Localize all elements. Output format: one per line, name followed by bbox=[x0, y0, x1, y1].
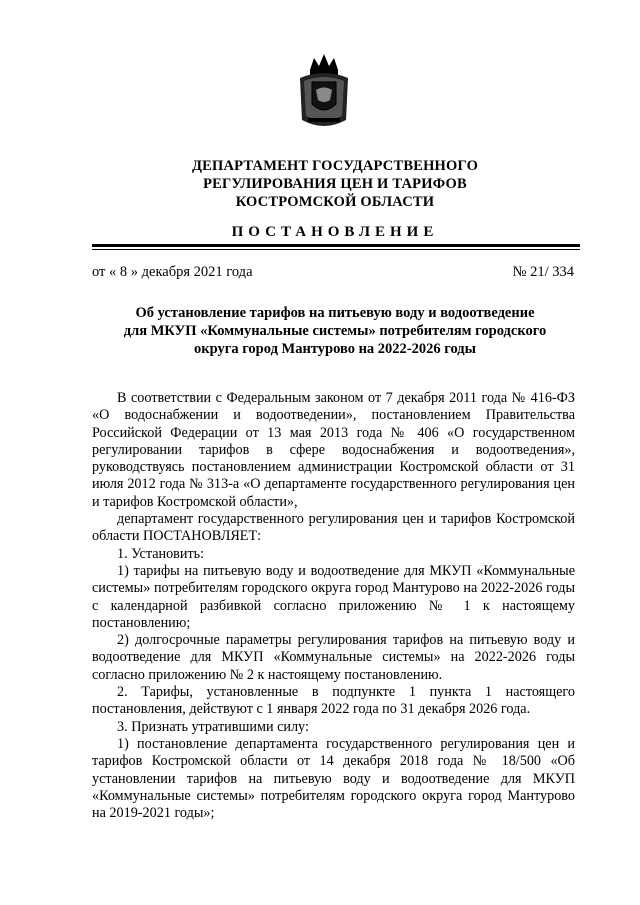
header-rule-thin bbox=[92, 249, 580, 250]
paragraph-resolves: департамент государственного регулирования цен и тарифов Костромской области ПОСТАНОВЛЯЕТ: bbox=[92, 511, 575, 545]
date-number-line bbox=[92, 264, 574, 281]
subject-line-3: округа город Мантурово на 2022-2026 годы bbox=[194, 341, 476, 357]
department-line-1: ДЕПАРТАМЕНТ ГОСУДАРСТВЕННОГО bbox=[191, 158, 479, 174]
department-line-3: КОСТРОМСКОЙ ОБЛАСТИ bbox=[235, 194, 435, 210]
document-type: ПОСТАНОВЛЕНИЕ bbox=[231, 224, 439, 240]
paragraph-item-3-1: 1) постановление департамента государственного регулирования цен и тарифов Костромской области от 14 декабря 2018 года № 18/500 «Об установлении тарифов на питьевую воду и водоотведение для МКУП «Коммунальные системы» потребителям городского округа город Мантурово на 2019-2021 годы»; bbox=[92, 735, 575, 822]
header-rule-thick bbox=[92, 244, 580, 247]
paragraph-item-2: 2. Тарифы, установленные в подпункте 1 пункта 1 настоящего постановления, действуют с 1 января 2022 года по 31 декабря 2026 года. bbox=[92, 684, 575, 718]
coat-of-arms-icon bbox=[296, 52, 352, 132]
paragraph-preamble: В соответствии с Федеральным законом от 7 декабря 2011 года № 416-ФЗ «О водоснабжении и водоотведении», постановлением Правительства Российской Федерации от 13 мая 2013 года № 406 «О государственном регулировании тарифов в сфере водоснабжения и водоотведения», руководствуясь постановлением администрации Костромской области от 31 июля 2012 года № 313-а «О департаменте государственного регулирования цен и тарифов Костромской области», bbox=[92, 390, 575, 510]
department-name bbox=[90, 157, 580, 211]
document-date: от « 8 » декабря 2021 года bbox=[92, 264, 253, 280]
department-line-2: РЕГУЛИРОВАНИЯ ЦЕН И ТАРИФОВ bbox=[203, 176, 467, 192]
subject-line-1: Об установление тарифов на питьевую воду и водоотведение bbox=[135, 305, 535, 321]
paragraph-item-1: 1. Установить: bbox=[117, 545, 205, 562]
document-body bbox=[92, 390, 575, 822]
subject-line-2: для МКУП «Коммунальные системы» потребителям городского bbox=[123, 323, 547, 339]
document-number: № 21/ 334 bbox=[512, 264, 574, 280]
paragraph-item-1-2: 2) долгосрочные параметры регулирования тарифов на питьевую воду и водоотведение для МКУП «Коммунальные системы» на 2022-2026 годы согласно приложению № 2 к настоящему постановлению. bbox=[92, 632, 575, 683]
document-subject bbox=[90, 304, 580, 358]
paragraph-item-1-1: 1) тарифы на питьевую воду и водоотведение для МКУП «Коммунальные системы» потребителям городского округа город Мантурово на 2022-2026 годы с календарной разбивкой согласно приложению № 1 к настоящему постановлению; bbox=[92, 562, 575, 631]
paragraph-item-3: 3. Признать утратившими силу: bbox=[117, 718, 309, 735]
